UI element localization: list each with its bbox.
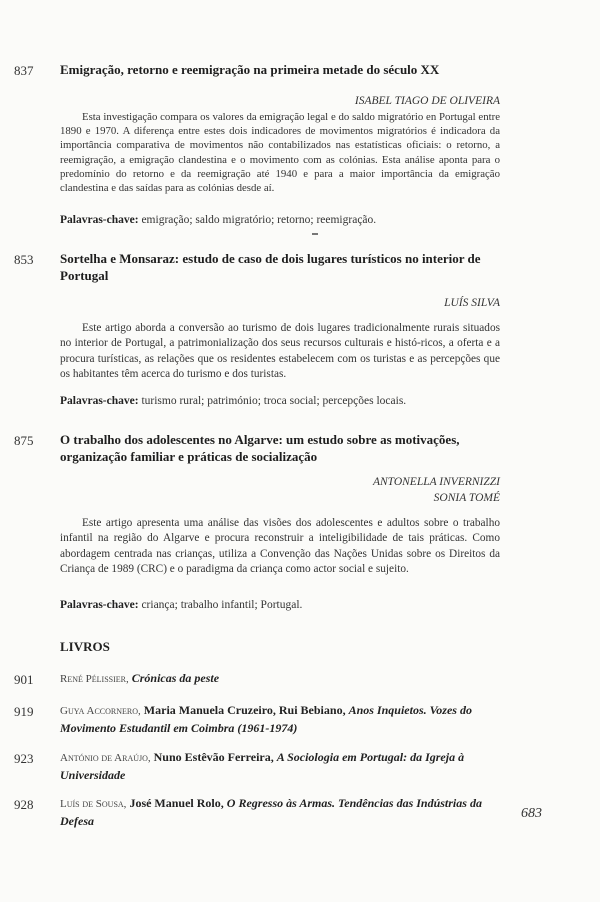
book-title: Anos Inquietos. Vozes do Movimento Estudantil em Coimbra (1961-1974) [60,703,472,735]
book-entry [60,702,510,737]
article-page-number: 853 [14,252,34,267]
keywords-text: turismo rural; património; troca social; percepções locais. [141,395,407,407]
article-author: LUÍS SILVA [444,297,500,309]
book-title: Crónicas da peste [131,671,220,685]
article-title: Sortelha e Monsaraz: estudo de caso de dois lugares turísticos no interior de Portugal [60,251,481,283]
book-page-number: 901 [14,672,34,687]
article-keywords [60,214,500,226]
article-keywords [60,395,500,407]
page-folio: 683 [521,806,542,821]
book-entry [60,749,510,784]
book-title: A Sociologia em Portugal: da Igreja à Universidade [60,750,465,782]
article-title: Emigração, retorno e reemigração na primeira metade do século XX [60,62,440,77]
book-entry [60,795,510,830]
book-entry [60,670,510,688]
article-abstract: Este artigo apresenta uma análise das visões dos adolescentes e adultos sobre o trabalho infantil na região do Algarve e procura reconstruir a inteligibilidade de tais práticas. Como abordagem centrada nas crianças, utiliza a Convenção das Nações Unidas sobre os Direitos da Criança de 1989 (CRC) e o paradigma da criança como actor social e sujeito. [60,517,500,576]
book-authors: José Manuel Rolo, [129,796,224,810]
book-reviewer: António de Araújo, [60,752,151,764]
keywords-label: Palavras-chave: [60,214,139,226]
keywords-label: Palavras-chave: [60,599,139,611]
article-author: SONIA TOMÉ [433,492,500,504]
article-abstract: Esta investigação compara os valores da emigração legal e do saldo migratório en Portugal entre 1890 e 1970. A diferença entre estes dois indicadores de movimentos migratórios é indicadora da importância comparativa de movimentos não contabilizados nas estatísticas oficiais: o retorno, a reemigração, a emigração clandestina e o movimento com as colónias. Esta análise aponta para o predomínio do retorno e da reemigração até 1940 e para a maior importância da emigração clandestina e das saídas para as colónias desde aí. [60,111,500,195]
keywords-text: emigração; saldo migratório; retorno; reemigração. [141,214,377,226]
keywords-label: Palavras-chave: [60,395,139,407]
article-page-number: 875 [14,433,34,448]
book-title: O Regresso às Armas. Tendências das Indústrias da Defesa [60,796,482,828]
book-authors: Maria Manuela Cruzeiro, Rui Bebiano, [143,703,346,717]
book-reviewer: Luís de Sousa, [60,798,127,810]
decorative-mark [312,233,318,235]
article-abstract: Este artigo aborda a conversão ao turismo de dois lugares tradicionalmente rurais situados no interior de Portugal, a patrimonialização dos seus recursos culturais e histó-ricos, a oferta e a procura turísticas, as relações que os residentes estabelecem com os turistas e as percepções que os habitantes têm acerca do turismo e dos turistas. [60,322,500,381]
book-page-number: 928 [14,797,34,812]
book-page-number: 923 [14,751,34,766]
keywords-text: criança; trabalho infantil; Portugal. [141,599,303,611]
article-keywords [60,599,500,611]
article-author: ISABEL TIAGO DE OLIVEIRA [354,95,500,107]
books-heading: LIVROS [60,639,110,654]
book-authors: Nuno Estêvão Ferreira, [153,750,274,764]
book-reviewer: Guya Accornero, [60,705,141,717]
book-page-number: 919 [14,704,34,719]
book-reviewer: René Pélissier, [60,673,129,685]
article-page-number: 837 [14,63,34,78]
article-title: O trabalho dos adolescentes no Algarve: um estudo sobre as motivações, organização familiar e práticas de socialização [60,432,460,464]
article-author: ANTONELLA INVERNIZZI [372,476,500,488]
